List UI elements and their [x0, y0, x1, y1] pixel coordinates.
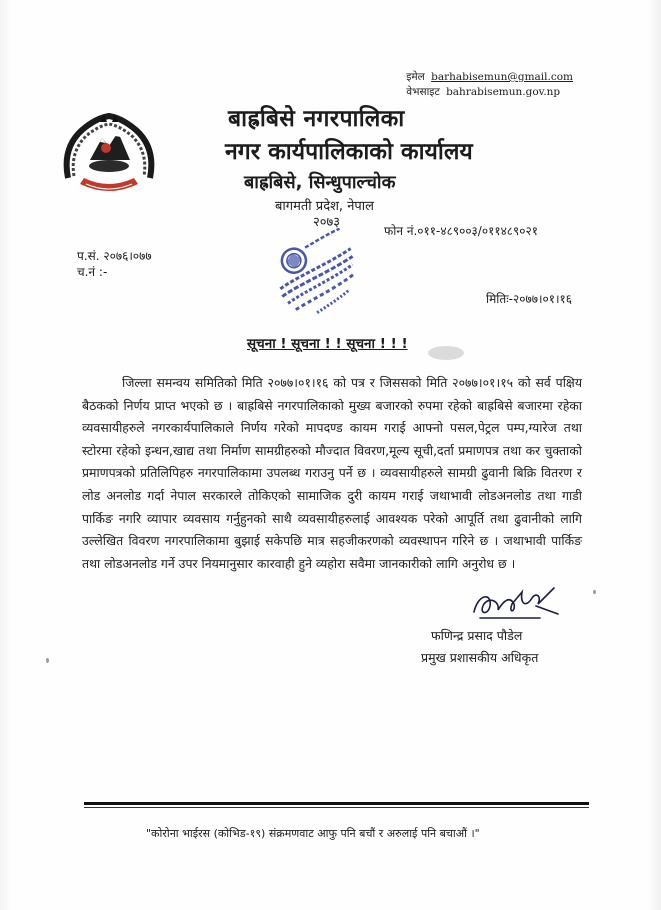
scan-speck [46, 658, 49, 663]
footer-divider-thin [84, 807, 589, 808]
handwritten-signature [470, 582, 562, 624]
established-year: २०७३ [313, 215, 341, 230]
email-link[interactable]: barhabisemun@gmail.com [431, 71, 573, 83]
phone-number: फोन नं.०११-४८९००३/०११४८९०२१ [384, 224, 539, 238]
letter-date: मितिः-२०७७।०१।१६ [486, 292, 573, 306]
footer-divider-thick [84, 802, 589, 805]
scan-speck [593, 590, 596, 594]
office-location: बाह्रबिसे, सिन्धुपाल्चोक [244, 172, 396, 193]
reference-block [77, 248, 152, 280]
email-label: इमेल [406, 71, 425, 83]
email-line [406, 70, 573, 85]
government-emblem-logo [60, 108, 158, 200]
office-name: नगर कार्यपालिकाको कार्यालय [225, 139, 473, 165]
municipality-name: बाह्रबिसे नगरपालिका [228, 106, 405, 132]
notice-heading: सूचना ! सूचना ! ! सूचना ! ! ! [247, 336, 408, 352]
signatory-name: फणिन्द्र प्रसाद पौडेल [431, 628, 523, 643]
website-line [406, 85, 573, 100]
footer-slogan: "कोरोना भाईरस (कोभिड-१९) संक्रमणवाट आफु पनि बचौं र अरुलाई पनि बचाऔं ।" [146, 827, 480, 840]
website-label: वेभसाइट [406, 86, 440, 98]
dispatch-number: च.नं :- [77, 265, 108, 279]
signatory-title: प्रमुख प्रशासकीय अधिकृत [421, 650, 539, 665]
contact-block [406, 70, 573, 100]
office-stamp [268, 228, 363, 323]
website-text: bahrabisemun.gov.np [446, 86, 561, 98]
scan-smudge [428, 346, 464, 360]
notice-body: जिल्ला समन्वय समितिको मिति २०७७।०१।१६ को पत्र र जिससको मिति २०७७।०१।१५ को सर्व पक्षिय बैठकको निर्णय प्राप्त भएको छ । बाह्रबिसे नगरपालिकाको मुख्य बजारको रुपमा रहेको बाह्रबिसे बजारमा रहेका व्यवसायीहरुले नगरकार्यपालिकाले निर्णय गरेको मापदण्ड कायम गराई आफ्नो पसल,पेट्रल पम्प,ग्यारेज तथा स्टोरमा रहेको इन्धन,खाद्य तथा निर्माण सामग्रीहरुको मौज्दात विवरण,मूल्य सूची,दर्ता प्रमाणपत्र तथा कर चुक्ताको प्रमाणपत्रको प्रतिलिपिहरु नगरपालिकामा उपलब्ध गराउनु पर्ने छ । व्यवसायीहरुले सामग्री ढुवानी बिक्रि वितरण र लोड अनलोड गर्दा नेपाल सरकारले तोकिएको सामाजिक दुरी कायम गराई जथाभावी लोडअनलोड तथा गाडी पार्किङ नगरि व्यापार व्यवसाय गर्नुहुनको साथै व्यवसायीहरुलाई आवश्यक परेको आपूर्ति तथा ढुवानीको लागि उल्लेखित विवरण नगरपालिकामा बुझाई सकेपछि मात्र सहजीकरणको व्यवस्थापन गरिने छ । जथाभावी पार्किङ तथा लोडअनलोड गर्ने उपर नियमानुसार कारवाही हुने व्यहोरा सवैमा जानकारीको लागि अनुरोध छ । [82, 375, 582, 571]
province-line: बागमती प्रदेश, नेपाल [275, 199, 374, 214]
letter-number: प.सं. २०७६।०७७ [77, 249, 152, 263]
